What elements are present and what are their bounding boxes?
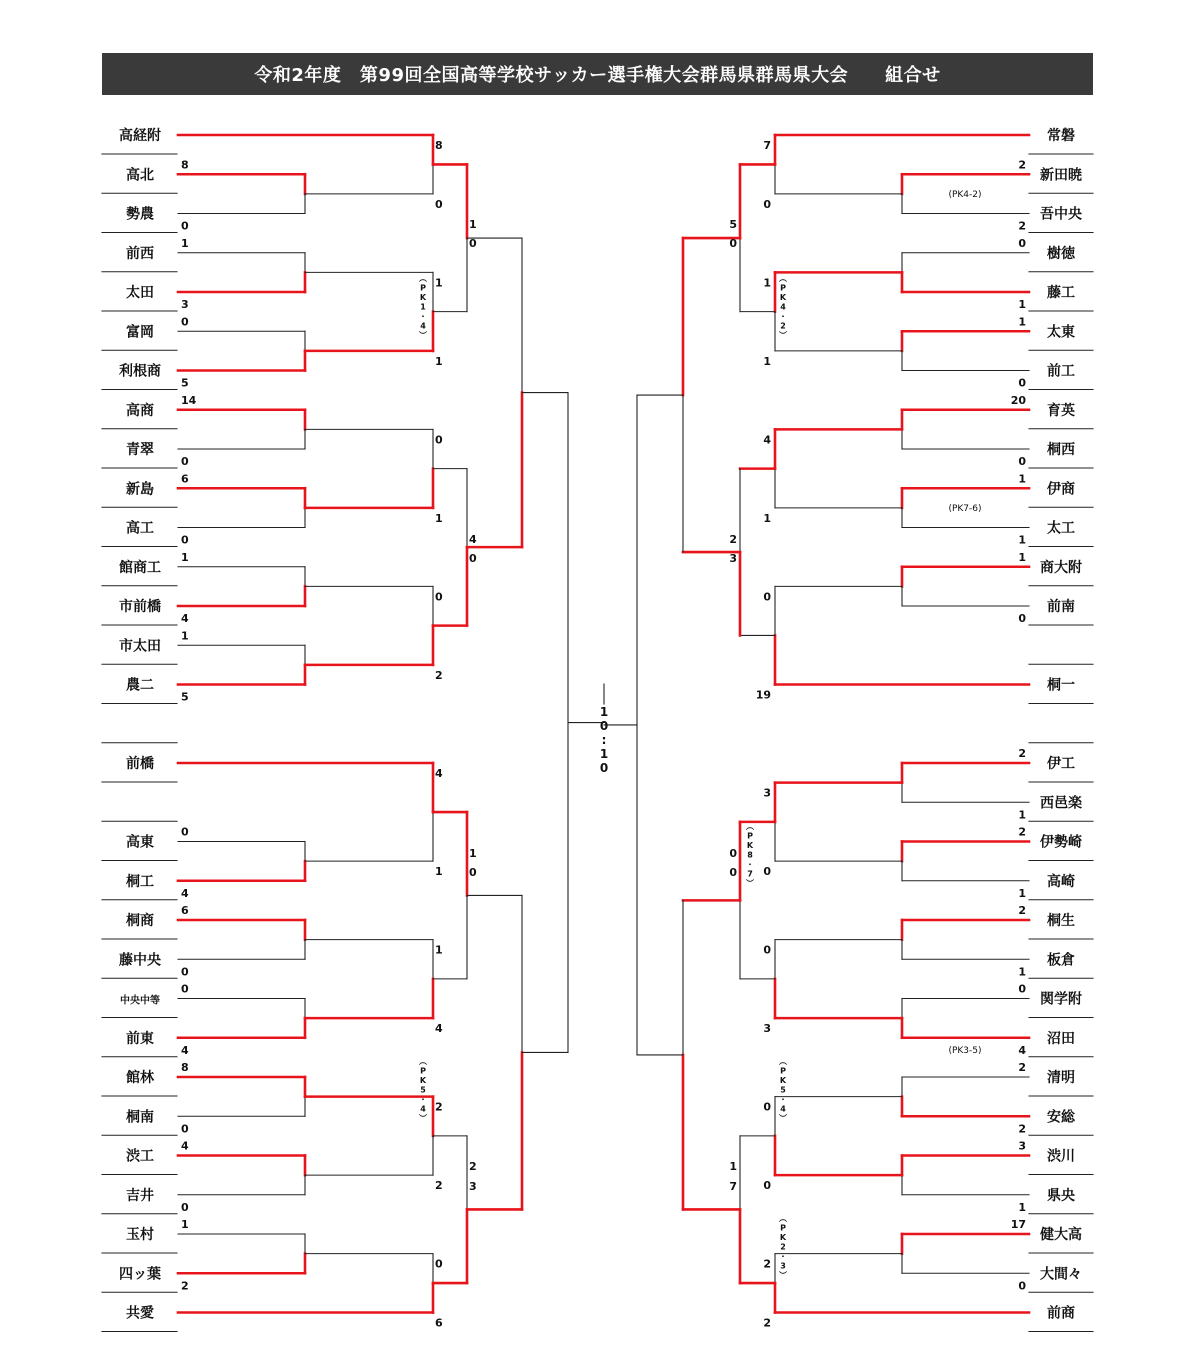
team-name: 沼田	[1047, 1030, 1075, 1047]
final-score: 1	[599, 747, 609, 761]
team-name: 前東	[126, 1030, 154, 1047]
pk-note-vertical: ︶	[779, 331, 787, 340]
score-label: 0	[763, 865, 771, 879]
score-label: 0	[469, 866, 477, 879]
pk-note-vertical: ・	[746, 860, 754, 869]
score-label: 2	[469, 1160, 477, 1173]
score-label: 2	[1018, 747, 1026, 760]
score-label: 0	[729, 866, 737, 879]
score-label: 0	[469, 552, 477, 565]
score-label: 20	[1010, 393, 1026, 407]
team-name: 県央	[1047, 1187, 1075, 1204]
score-label: 1	[435, 511, 443, 525]
score-label: 8	[181, 1061, 189, 1074]
pk-note-vertical: K	[779, 1076, 787, 1085]
team-name: 市前橋	[119, 599, 161, 615]
score-label: 0	[181, 1200, 189, 1214]
score-label: 2	[435, 1100, 443, 1114]
pk-note-vertical: 4	[780, 302, 786, 312]
team-name: 新田暁	[1040, 167, 1082, 184]
score-label: 5	[729, 218, 737, 231]
team-name: 青翠	[126, 442, 154, 458]
score-label: 1	[763, 354, 771, 368]
score-label: 1	[181, 550, 189, 564]
team-name: 勢農	[126, 206, 154, 223]
pk-note-vertical: ︵	[779, 274, 787, 283]
score-label: 3	[1018, 1139, 1026, 1153]
score-label: 1	[1018, 965, 1026, 979]
pk-note: (PK7-6)	[948, 504, 982, 514]
team-name: 渋川	[1047, 1148, 1075, 1165]
team-name: 育英	[1047, 402, 1075, 419]
pk-note-vertical: ︶	[779, 1114, 787, 1123]
score-label: 1	[1018, 886, 1026, 900]
team-name: 商大附	[1040, 559, 1082, 576]
pk-note-vertical: P	[780, 1066, 786, 1076]
team-name: 市太田	[119, 638, 161, 655]
pk-note-vertical: P	[780, 283, 786, 293]
score-label: 1	[469, 847, 477, 860]
score-label: 0	[1018, 236, 1026, 250]
team-name: 高経附	[119, 128, 161, 144]
team-name: 利根商	[119, 363, 161, 380]
pk-note-vertical: ︶	[419, 1114, 427, 1123]
score-label: 1	[763, 511, 771, 525]
score-label: 0	[435, 433, 443, 447]
score-label: 0	[181, 1122, 189, 1136]
team-name: 吾中央	[1040, 206, 1082, 223]
score-label: 1	[1018, 315, 1026, 329]
score-label: 0	[181, 965, 189, 979]
score-label: 0	[435, 590, 443, 604]
team-name: 前工	[1047, 363, 1075, 380]
pk-note-vertical: ・	[779, 312, 787, 321]
score-label: 0	[181, 825, 189, 839]
score-label: 3	[763, 786, 771, 800]
pk-note-vertical: K	[419, 293, 427, 302]
team-name: 桐南	[126, 1109, 154, 1126]
score-label: 0	[181, 315, 189, 329]
team-name: 太田	[126, 285, 154, 301]
team-name: 前商	[1047, 1305, 1075, 1322]
score-label: 1	[435, 276, 443, 290]
team-name: 桐商	[126, 913, 154, 929]
team-name: 前橋	[126, 756, 154, 772]
team-name: 樹徳	[1047, 245, 1075, 262]
final-score: 0	[599, 719, 609, 733]
score-label: 2	[181, 1279, 189, 1293]
pk-note-vertical: P	[747, 831, 753, 841]
score-label: 8	[181, 158, 189, 172]
score-label: 0	[1018, 376, 1026, 390]
team-name: 桐一	[1047, 677, 1075, 694]
team-name: 館林	[126, 1070, 154, 1086]
score-label: 19	[755, 688, 771, 702]
team-name: 桐西	[1047, 442, 1075, 458]
score-label: 1	[1018, 533, 1026, 547]
score-label: 1	[1018, 808, 1026, 822]
score-label: 4	[181, 1139, 189, 1153]
team-name: 関学附	[1040, 991, 1082, 1008]
team-name: 常磐	[1047, 128, 1075, 144]
team-name: 板倉	[1047, 952, 1075, 969]
score-label: 7	[729, 1180, 737, 1193]
score-label: 2	[1018, 158, 1026, 172]
score-label: 1	[435, 865, 443, 879]
score-label: 6	[181, 904, 189, 917]
score-label: 0	[469, 237, 477, 250]
score-label: 2	[435, 668, 443, 682]
pk-note-vertical: P	[420, 283, 426, 293]
score-label: 0	[763, 590, 771, 604]
pk-note-vertical: P	[780, 1223, 786, 1233]
team-name: 共愛	[126, 1305, 154, 1322]
team-name: 清明	[1047, 1070, 1075, 1086]
pk-note-vertical: 2	[780, 1242, 786, 1252]
score-label: 0	[1018, 1279, 1026, 1293]
score-label: 4	[181, 1043, 189, 1057]
team-name: 藤中央	[119, 952, 161, 969]
team-name: 高東	[126, 834, 154, 851]
team-name: 大間々	[1040, 1266, 1082, 1283]
score-label: 3	[469, 1180, 477, 1193]
score-label: 0	[435, 197, 443, 211]
score-label: 4	[181, 886, 189, 900]
team-name: 前西	[126, 245, 154, 262]
score-label: 2	[1018, 219, 1026, 233]
team-name: 高商	[126, 402, 154, 419]
team-name: 桐工	[126, 873, 154, 890]
team-name: 桐生	[1047, 913, 1075, 929]
pk-note-vertical: K	[779, 293, 787, 302]
score-label: 2	[1018, 825, 1026, 839]
score-label: 4	[435, 767, 443, 780]
score-label: 17	[1010, 1218, 1026, 1231]
team-name: 伊勢崎	[1040, 834, 1082, 851]
score-label: 0	[181, 533, 189, 547]
pk-note-vertical: ︶	[419, 331, 427, 340]
team-name: 館商工	[119, 559, 161, 576]
pk-note-vertical: 7	[747, 869, 753, 879]
score-label: 2	[729, 533, 737, 546]
pk-note-vertical: ︵	[746, 822, 754, 831]
score-label: 3	[181, 298, 189, 311]
team-name: 高北	[126, 167, 154, 184]
pk-note-vertical: ︵	[779, 1057, 787, 1066]
score-label: 0	[729, 237, 737, 250]
score-label: 0	[763, 943, 771, 957]
pk-note-vertical: 4	[420, 1104, 426, 1114]
pk-note-vertical: ︶	[779, 1271, 787, 1280]
team-name: 健大高	[1040, 1227, 1082, 1243]
page-title: 令和2年度 第99回全国高等学校サッカー選手権大会群馬県群馬県大会 組合せ	[254, 65, 941, 86]
score-label: 5	[181, 376, 189, 390]
score-label: 2	[1018, 904, 1026, 917]
team-name: 太東	[1047, 324, 1075, 341]
score-label: 1	[181, 236, 189, 250]
pk-note-vertical: 2	[780, 321, 786, 331]
team-name: 前南	[1047, 599, 1075, 615]
pk-note-vertical: K	[419, 1076, 427, 1085]
score-label: 1	[435, 943, 443, 957]
score-label: 0	[763, 1179, 771, 1193]
team-name: 新島	[126, 481, 154, 498]
score-label: 2	[1018, 1122, 1026, 1136]
score-label: 1	[1018, 472, 1026, 486]
score-label: 0	[435, 1257, 443, 1271]
score-label: 1	[1018, 298, 1026, 311]
pk-note-vertical: ・	[779, 1252, 787, 1261]
pk-note-vertical: 8	[747, 850, 753, 860]
pk-note-vertical: ︵	[419, 1057, 427, 1066]
score-label: 1	[729, 1160, 737, 1173]
team-name: 高工	[126, 520, 154, 537]
score-label: 1	[181, 1218, 189, 1231]
score-label: 3	[763, 1022, 771, 1036]
score-label: 1	[1018, 1200, 1026, 1214]
team-name: 玉村	[126, 1227, 154, 1243]
score-label: 0	[763, 1100, 771, 1114]
score-label: 0	[763, 197, 771, 211]
pk-note-vertical: 1	[420, 302, 426, 312]
team-name: 藤工	[1047, 285, 1075, 301]
team-name: 伊商	[1047, 481, 1075, 498]
score-label: 2	[763, 1257, 771, 1271]
score-label: 0	[1018, 982, 1026, 996]
score-label: 2	[435, 1179, 443, 1193]
team-name: 高崎	[1047, 873, 1075, 890]
score-label: 4	[435, 1022, 443, 1036]
pk-note-vertical: ︵	[779, 1214, 787, 1223]
score-label: 0	[181, 982, 189, 996]
score-label: 2	[763, 1316, 771, 1330]
team-name: 中央中等	[120, 995, 160, 1007]
score-label: 2	[1018, 1061, 1026, 1074]
score-label: 0	[1018, 455, 1026, 468]
pk-note-vertical: ・	[779, 1095, 787, 1104]
team-name: 伊工	[1047, 756, 1075, 772]
pk-note-vertical: 5	[420, 1085, 426, 1095]
score-label: 5	[181, 690, 189, 704]
score-label: 0	[181, 219, 189, 233]
pk-note-vertical: 4	[420, 321, 426, 331]
pk-note-vertical: ・	[419, 1095, 427, 1104]
pk-note-vertical: K	[779, 1233, 787, 1242]
team-name: 太工	[1047, 520, 1075, 537]
score-label: 6	[435, 1316, 443, 1330]
score-label: 0	[1018, 612, 1026, 625]
pk-note-vertical: P	[420, 1066, 426, 1076]
final-score: 1	[599, 705, 609, 719]
team-name: 四ッ葉	[119, 1266, 161, 1283]
score-label: 1	[435, 354, 443, 368]
score-label: 1	[763, 276, 771, 290]
score-label: 1	[469, 218, 477, 231]
team-name: 吉井	[126, 1187, 154, 1204]
score-label: 8	[435, 139, 443, 152]
score-label: 4	[181, 612, 189, 625]
pk-note: (PK4-2)	[948, 190, 982, 200]
pk-note: (PK3-5)	[948, 1046, 982, 1056]
team-name: 農二	[126, 677, 154, 694]
pk-note-vertical: 4	[780, 1104, 786, 1114]
team-name: 西邑楽	[1040, 795, 1082, 812]
final-score: :	[601, 733, 607, 747]
score-label: 14	[181, 393, 197, 407]
score-label: 4	[763, 433, 771, 447]
pk-note-vertical: ︶	[746, 879, 754, 888]
score-label: 3	[729, 552, 737, 565]
team-name: 富岡	[126, 324, 154, 341]
team-name: 渋工	[126, 1148, 154, 1165]
pk-note-vertical: 3	[780, 1261, 786, 1271]
score-label: 4	[1018, 1043, 1026, 1057]
score-label: 0	[729, 847, 737, 860]
pk-note-vertical: K	[746, 841, 754, 850]
pk-note-vertical: ︵	[419, 274, 427, 283]
pk-note-vertical: ・	[419, 312, 427, 321]
pk-note-vertical: 5	[780, 1085, 786, 1095]
score-label: 1	[1018, 550, 1026, 564]
score-label: 1	[181, 629, 189, 643]
score-label: 7	[763, 139, 771, 152]
team-name: 安総	[1047, 1109, 1075, 1126]
score-label: 6	[181, 472, 189, 486]
final-score: 0	[599, 761, 609, 775]
score-label: 0	[181, 455, 189, 468]
score-label: 4	[469, 533, 477, 546]
